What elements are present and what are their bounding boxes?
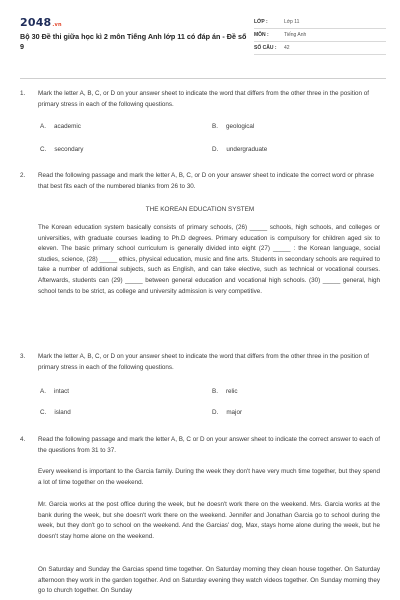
passage-paragraph-1: Every weekend is important to the Garcia family. During the week they don't have very much time together, but they spend a lot of time together on the weekend. bbox=[38, 468, 380, 486]
option-d[interactable]: D. major bbox=[212, 409, 243, 416]
document-meta bbox=[254, 16, 386, 55]
question-3 bbox=[20, 352, 380, 373]
question-number: 4. bbox=[20, 436, 26, 443]
passage-title: THE KOREAN EDUCATION SYSTEM bbox=[145, 206, 255, 213]
meta-key: SỐ CÂU : bbox=[254, 45, 277, 51]
option-a[interactable]: A. intact bbox=[40, 388, 70, 395]
option-b[interactable]: B. relic bbox=[212, 388, 238, 395]
header-divider bbox=[20, 78, 386, 79]
question-number: 3. bbox=[20, 353, 26, 360]
option-d[interactable]: D. undergraduate bbox=[212, 146, 268, 153]
option-b[interactable]: B. geological bbox=[212, 123, 255, 130]
meta-value: Tiếng Anh bbox=[284, 32, 307, 38]
logo-main: 2048 bbox=[20, 16, 52, 29]
question-text: Mark the letter A, B, C, or D on your answer sheet to indicate the word that differs from the other three in the position of primary stress in each of the following questions. bbox=[38, 353, 369, 371]
passage-text: The Korean education system basically consists of primary schools, (26) _____ schools, high schools, and colleges or universities, with graduate courses leading to Ph.D degrees. Primary education is compulsory for children aged six to eleven. The basic primary school curriculum is generally divided into eight (27) _____ : the Korean language, social studies, science, (28) _____ ethics, physical education, music and fine arts. Students in secondary schools are required to take a number of additional subjects, such as English, and can take elective, such as technical or vocational courses. Afterwards, students can (29) _____ between general education and vocational high schools. (30) _____ general, high school tends to be strict, as college and university admission is very competitive. bbox=[38, 224, 380, 295]
meta-row-grade bbox=[254, 16, 386, 29]
question-number: 2. bbox=[20, 172, 26, 179]
question-1 bbox=[20, 89, 380, 110]
question-text: Mark the letter A, B, C, or D on your answer sheet to indicate the word that differs from the other three in the position of primary stress in each of the following questions. bbox=[38, 90, 369, 108]
logo-suffix: .vn bbox=[52, 22, 62, 28]
passage-paragraph-3: On Saturday and Sunday the Garcias spend time together. On Saturday morning they clean house together. On Saturday afternoon they work in the garden together. And on Saturday evening they watch videos together. On Sunday morning they go to church together. On Sunday bbox=[38, 566, 380, 595]
site-logo[interactable] bbox=[20, 16, 62, 29]
passage-paragraph-2: Mr. Garcia works at the post office during the week, but he doesn't work there on the weekend. Mrs. Garcia works at the bank during the week, but she doesn't work there on the weekend. Jennifer and Jonathan Garcia go to school during the week, but they don't go to school on the weekend. And the Garcias' dog, Max, stays home alone during the week, but he doesn't stay home alone on the weekend. bbox=[38, 501, 380, 540]
meta-key: LỚP : bbox=[254, 19, 268, 25]
option-a[interactable]: A. academic bbox=[40, 123, 81, 130]
option-c[interactable]: C. island bbox=[40, 409, 71, 416]
meta-row-subject bbox=[254, 29, 386, 42]
option-c[interactable]: C. secondary bbox=[40, 146, 84, 153]
meta-value: Lớp 11 bbox=[284, 19, 300, 25]
meta-key: MÔN : bbox=[254, 32, 269, 38]
meta-value: 42 bbox=[284, 45, 290, 51]
meta-row-question-count bbox=[254, 42, 386, 55]
question-text: Read the following passage and mark the letter A, B, C or D on your answer sheet to indicate the correct answer to each of the questions from 31 to 37. bbox=[38, 436, 380, 454]
question-4 bbox=[20, 435, 380, 456]
question-number: 1. bbox=[20, 90, 26, 97]
question-2 bbox=[20, 171, 380, 192]
document-title: Bộ 30 Đề thi giữa học kì 2 môn Tiếng Anh lớp 11 có đáp án - Đề số 9 bbox=[20, 32, 247, 51]
question-text: Read the following passage and mark the letter A, B, C, or D on your answer sheet to indicate the correct word or phrase that best fits each of the numbered blanks from 26 to 30. bbox=[38, 172, 375, 190]
